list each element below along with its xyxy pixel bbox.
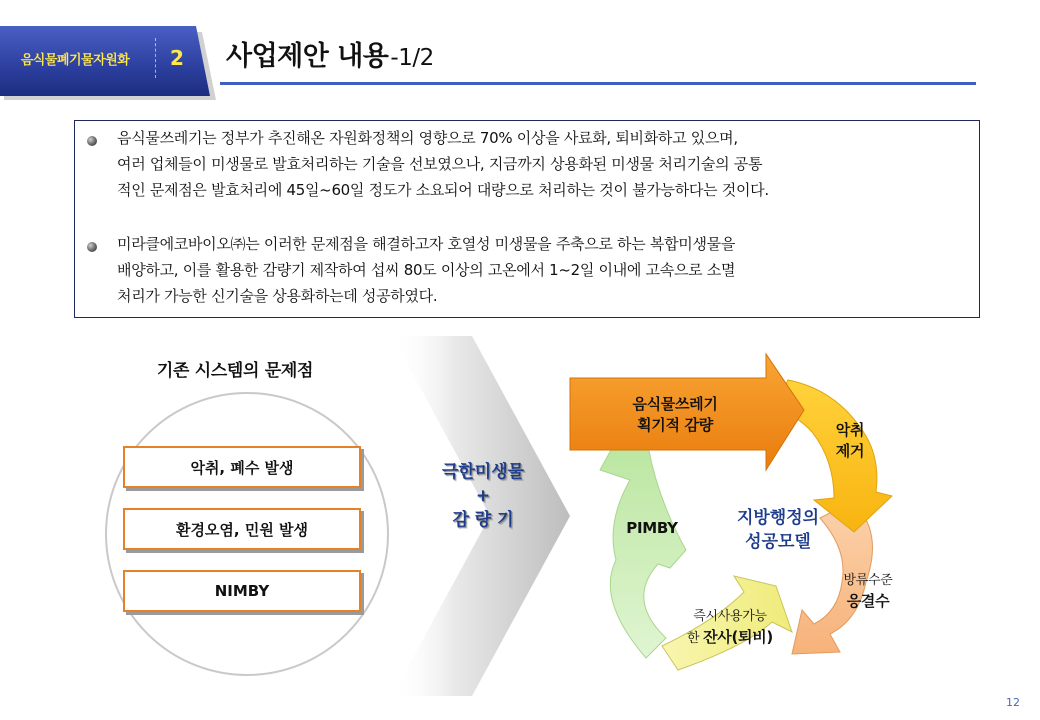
intro-paragraph-2 xyxy=(117,231,967,309)
solution-line-1: 극한미생물 xyxy=(441,462,525,482)
intro-p1-line-1: 음식물쓰레기는 정부가 추진해온 자원화정책의 영향으로 70% 이상을 사료화, 퇴비화하고 있으며, xyxy=(117,129,738,147)
cycle-step-pimby: PIMBY xyxy=(626,519,678,537)
cycle-center-line-2: 성공모델 xyxy=(745,532,811,552)
page-title xyxy=(226,34,434,78)
cycle-step-residue-line-1: 즉시사용가능 xyxy=(693,609,767,624)
cycle-step-residue-line-2 xyxy=(660,627,800,649)
cycle-step-reduction-line-2: 획기적 감량 xyxy=(637,416,713,434)
solution-line-2: + xyxy=(475,486,491,506)
bullet-icon xyxy=(87,242,97,252)
cycle-center-line-1: 지방행정의 xyxy=(736,508,820,528)
cycle-step-odor-line-1: 악취 xyxy=(835,421,865,439)
cycle-step-odor xyxy=(820,420,880,462)
cycle-center-label xyxy=(718,506,838,554)
intro-paragraph-1 xyxy=(117,125,967,203)
intro-p2-line-1: 미라클에코바이오㈜는 이러한 문제점을 해결하고자 호열성 미생물을 주축으로 하는 복합미생물을 xyxy=(117,235,736,253)
title-underline xyxy=(220,82,976,85)
cycle-step-reduction-line-1: 음식물쓰레기 xyxy=(632,395,718,413)
bullet-icon xyxy=(87,136,97,146)
intro-p2-line-2: 배양하고, 이를 활용한 감량기 제작하여 섭씨 80도 이상의 고온에서 1~2일 이내에 고속으로 소멸 xyxy=(117,261,736,279)
page-title-text: 사업제안 내용 xyxy=(226,41,389,72)
solution-label xyxy=(418,460,548,532)
cycle-step-odor-line-2: 제거 xyxy=(835,442,865,460)
section-label: 음식물폐기물자원화 xyxy=(20,52,130,68)
page-title-suffix: -1/2 xyxy=(390,45,434,71)
intro-p1-line-2: 여러 업체들이 미생물로 발효처리하는 기술을 선보였으나, 지금까지 상용화된 미생물 처리기술의 공통 xyxy=(117,155,763,173)
cycle-step-condensate xyxy=(818,570,918,612)
section-divider xyxy=(155,38,156,78)
cycle-step-residue-bold: 잔사(퇴비) xyxy=(703,628,773,646)
cycle-step-reduction xyxy=(580,394,770,436)
cycle-step-condensate-line-1: 방류수준 xyxy=(843,573,893,588)
problem-item-nimby: NIMBY xyxy=(123,570,361,612)
problem-item-pollution: 환경오염, 민원 발생 xyxy=(123,508,361,550)
cycle-step-residue-prefix: 한 xyxy=(687,631,704,646)
section-number: 2 xyxy=(170,46,184,70)
problems-title: 기존 시스템의 문제점 xyxy=(156,361,314,381)
solution-line-3: 감 량 기 xyxy=(452,510,514,530)
problem-item-odor: 악취, 폐수 발생 xyxy=(123,446,361,488)
cycle-step-condensate-line-2: 응결수 xyxy=(846,592,890,610)
intro-box xyxy=(74,120,980,318)
intro-p1-line-3: 적인 문제점은 발효처리에 45일~60일 정도가 소요되어 대량으로 처리하는 것이 불가능하다는 것이다. xyxy=(117,181,769,199)
intro-p2-line-3: 처리가 가능한 신기술을 상용화하는데 성공하였다. xyxy=(117,287,438,305)
page-number: 12 xyxy=(1006,696,1020,709)
cycle-step-residue xyxy=(660,606,800,649)
